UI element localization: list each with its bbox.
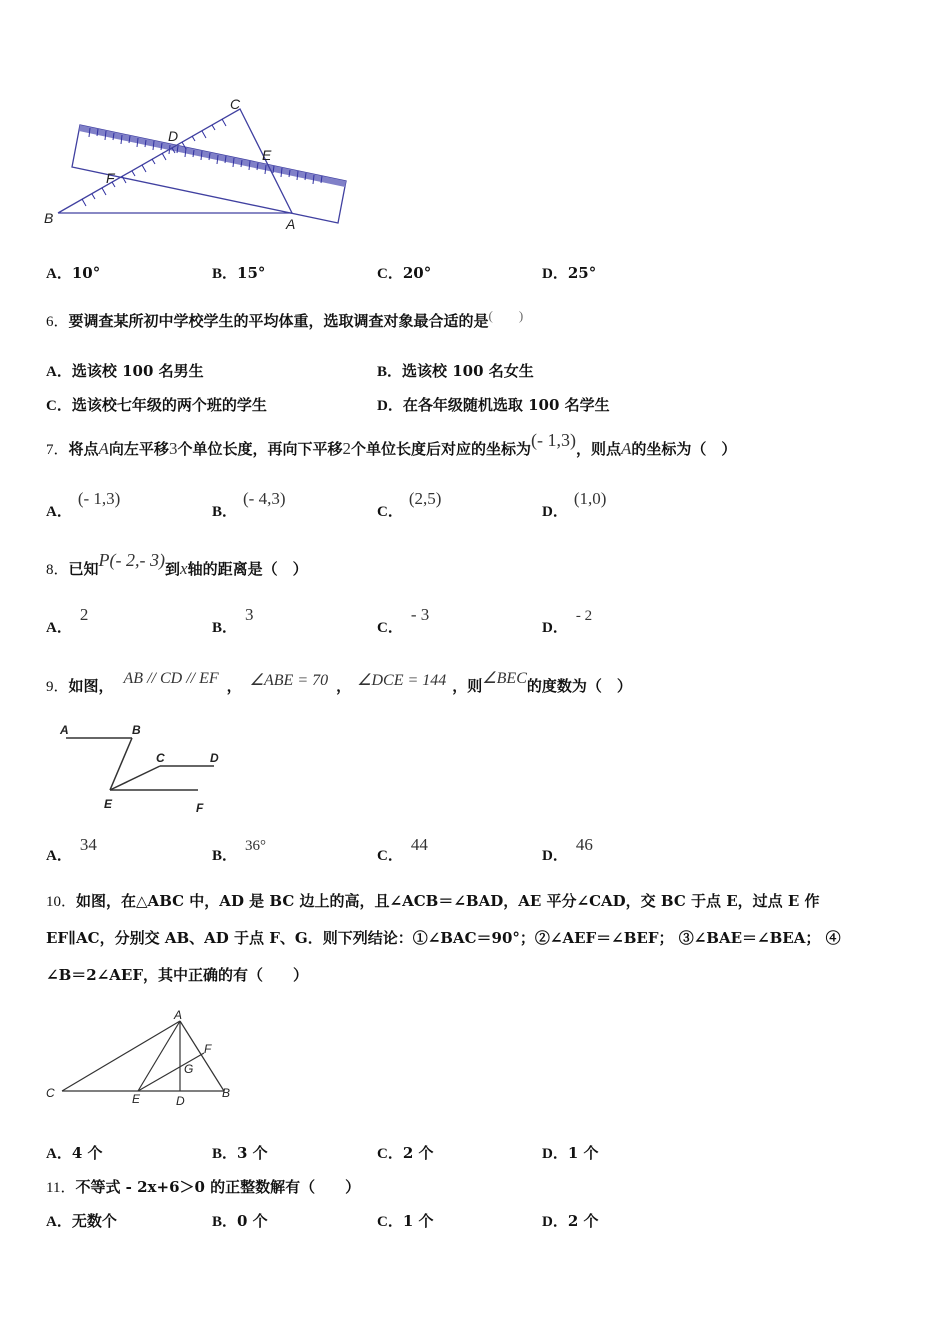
option-text: 44 [410, 835, 428, 854]
math-number: 3 [168, 439, 178, 458]
option-letter: A． [46, 504, 72, 520]
bisector-ae [138, 1021, 180, 1091]
option-text: - 3 [410, 605, 430, 624]
label-C: C [230, 96, 241, 112]
q7-option-d[interactable] [542, 489, 607, 521]
question-number: 6． [46, 314, 69, 330]
label-E: E [132, 1092, 141, 1106]
q6-option-c[interactable] [46, 394, 267, 415]
q11-option-b[interactable] [212, 1210, 268, 1231]
option-text: 46 [575, 835, 593, 854]
q10-option-b[interactable] [212, 1142, 268, 1163]
math-var: x [180, 559, 188, 578]
label-C: C [156, 751, 165, 765]
label-D: D [210, 751, 219, 765]
q10-stem-line3 [46, 964, 308, 985]
option-letter: A． [46, 1214, 72, 1230]
math-expression: ∠ABE = 70 [249, 672, 329, 689]
q9-option-d[interactable] [542, 835, 593, 865]
q8-option-b[interactable] [212, 605, 254, 637]
option-text: 2 [79, 605, 89, 624]
side-ca [62, 1021, 180, 1091]
q5-option-d[interactable] [542, 262, 596, 283]
option-text: 3 [245, 605, 254, 624]
label-A: A [60, 723, 69, 737]
option-text: - 2 [575, 608, 593, 624]
q10-figure [40, 1005, 250, 1115]
option-text: 0 个 [237, 1212, 268, 1230]
text-part: 将点 [68, 440, 99, 458]
q8-option-a[interactable] [46, 605, 89, 637]
option-text: (1,0) [573, 489, 607, 508]
question-text: 不等式 - 2x+6＞0 的正整数解有（ ） [75, 1178, 361, 1196]
option-letter: C． [377, 1214, 403, 1230]
label-E: E [104, 797, 113, 811]
q10-stem-line2 [46, 927, 841, 948]
math-point: P(- 2,- 3) [98, 550, 166, 570]
option-text: 选该校 100 名女生 [402, 362, 534, 380]
label-A: A [174, 1008, 183, 1022]
option-letter: C． [46, 398, 72, 414]
q6-option-d[interactable] [377, 394, 610, 415]
label-D: D [168, 128, 179, 144]
option-text: 10° [71, 264, 101, 282]
question-number: 11． [46, 1180, 76, 1196]
line-ef [138, 1053, 204, 1091]
option-letter: B． [212, 266, 238, 282]
line-ec [110, 766, 160, 790]
q6-option-b[interactable] [377, 360, 534, 381]
option-text: 无数个 [71, 1212, 117, 1230]
q10-stem-line1 [46, 890, 820, 911]
option-letter: D． [542, 1146, 568, 1162]
q9-option-b[interactable] [212, 838, 267, 865]
text-part: ， [226, 677, 242, 695]
question-text: 要调查某所初中学校学生的平均体重，选取调查对象最合适的是 [68, 312, 489, 330]
option-text: 1 个 [567, 1144, 599, 1162]
option-text: 在各年级随机选取 100 名学生 [402, 396, 610, 414]
q5-option-a[interactable] [46, 262, 100, 283]
q11-option-c[interactable] [377, 1210, 434, 1231]
line-be [110, 738, 132, 790]
side-ab [180, 1021, 224, 1091]
option-letter: B． [212, 620, 238, 636]
q5-figure [40, 95, 360, 235]
q9-option-a[interactable] [46, 835, 97, 865]
q11-stem [46, 1176, 360, 1197]
text-part: ，则 [452, 677, 483, 695]
label-D: D [176, 1094, 185, 1108]
q7-option-c[interactable] [377, 489, 442, 521]
option-text: 25° [567, 264, 597, 282]
answer-paren: ( ) [488, 308, 524, 323]
option-text: (2,5) [408, 489, 442, 508]
option-letter: D． [542, 1214, 568, 1230]
q7-option-b[interactable] [212, 489, 286, 521]
label-F: F [106, 170, 115, 186]
option-letter: B． [212, 504, 238, 520]
label-B: B [44, 210, 54, 226]
q5-option-b[interactable] [212, 262, 265, 283]
option-text: 3 个 [237, 1144, 268, 1162]
q6-option-a[interactable] [46, 360, 204, 381]
option-letter: C． [377, 504, 403, 520]
option-letter: D． [542, 848, 568, 864]
label-E: E [262, 147, 272, 163]
option-letter: D． [542, 504, 568, 520]
math-expression: ∠BEC [482, 670, 527, 687]
option-letter: B． [212, 1146, 238, 1162]
q9-figure [52, 718, 242, 818]
option-text: (- 4,3) [243, 489, 286, 508]
option-text: 4 个 [71, 1144, 103, 1162]
q8-option-c[interactable] [377, 605, 430, 637]
q7-option-a[interactable] [46, 489, 121, 521]
q8-stem [46, 550, 308, 579]
text-part: 如图， [68, 677, 114, 695]
option-letter: C． [377, 620, 403, 636]
text-part: 个单位长度，再向下平移 [177, 440, 343, 458]
label-G: G [184, 1062, 194, 1076]
math-point: A [620, 439, 632, 458]
option-letter: B． [377, 364, 403, 380]
option-text: 1 个 [402, 1212, 434, 1230]
option-text: 2 个 [402, 1144, 434, 1162]
question-number: 10． [46, 894, 77, 910]
option-letter: A． [46, 620, 72, 636]
math-expression: ∠DCE = 144 [357, 672, 447, 689]
q7-stem [46, 430, 737, 459]
math-number: 2 [342, 439, 351, 458]
text-part: 向左平移 [108, 440, 169, 458]
text-part: 到 [165, 560, 181, 578]
label-A: A [286, 216, 296, 232]
option-letter: D． [542, 266, 568, 282]
option-letter: C． [377, 848, 403, 864]
option-text: (- 1,3) [77, 489, 121, 508]
label-B: B [132, 723, 141, 737]
question-text: 如图，在△ABC 中，AD 是 BC 边上的高，且∠ACB＝∠BAD，AE 平分∠CAD，交 BC 于点 E，过点 E 作 [76, 892, 820, 910]
option-letter: A． [46, 266, 72, 282]
text-part: ， [336, 677, 352, 695]
question-text: ∠B＝2∠AEF，其中正确的有（ ） [46, 966, 308, 984]
option-letter: B． [212, 1214, 238, 1230]
option-text: 选该校 100 名男生 [71, 362, 204, 380]
math-point: A [98, 439, 109, 458]
q10-option-c[interactable] [377, 1142, 434, 1163]
option-text: 15° [237, 264, 266, 282]
q10-option-a[interactable] [46, 1142, 103, 1163]
text-part: 轴的距离是（ ） [187, 560, 308, 578]
question-number: 8． [46, 562, 69, 578]
question-number: 9． [46, 679, 69, 695]
q5-option-c[interactable] [377, 262, 431, 283]
math-expression: AB // CD // EF [123, 670, 219, 687]
label-F: F [196, 801, 204, 815]
option-letter: C． [377, 266, 403, 282]
option-text: 36° [245, 838, 267, 854]
option-text: 20° [402, 264, 432, 282]
option-letter: A． [46, 364, 72, 380]
text-part: 个单位长度后对应的坐标为 [350, 440, 531, 458]
question-text: EF∥AC，分别交 AB、AD 于点 F、G．则下列结论：①∠BAC＝90°；②∠AEF＝∠BEF； ③∠BAE＝∠BEA； ④ [46, 929, 841, 947]
text-part: 的坐标为（ ） [631, 440, 737, 458]
option-letter: C． [377, 1146, 403, 1162]
q9-stem [46, 670, 632, 696]
q10-option-d[interactable] [542, 1142, 599, 1163]
option-letter: D． [542, 620, 568, 636]
q6-stem [46, 310, 523, 331]
option-letter: D． [377, 398, 403, 414]
question-number: 7． [46, 442, 69, 458]
q11-option-a[interactable] [46, 1210, 117, 1231]
option-letter: A． [46, 848, 72, 864]
q8-option-d[interactable] [542, 608, 593, 637]
text-part: 的度数为（ ） [526, 677, 632, 695]
q5-triangle [58, 109, 292, 213]
option-text: 选该校七年级的两个班的学生 [71, 396, 267, 414]
option-text: 34 [79, 835, 97, 854]
math-coordinate: (- 1,3) [530, 430, 576, 450]
option-letter: B． [212, 848, 238, 864]
option-text: 2 个 [567, 1212, 599, 1230]
q11-option-d[interactable] [542, 1210, 599, 1231]
option-letter: A． [46, 1146, 72, 1162]
label-C: C [46, 1086, 55, 1100]
label-F: F [204, 1042, 212, 1056]
text-part: 已知 [68, 560, 99, 578]
text-part: ，则点 [575, 440, 621, 458]
label-B: B [222, 1086, 231, 1100]
q9-option-c[interactable] [377, 835, 428, 865]
